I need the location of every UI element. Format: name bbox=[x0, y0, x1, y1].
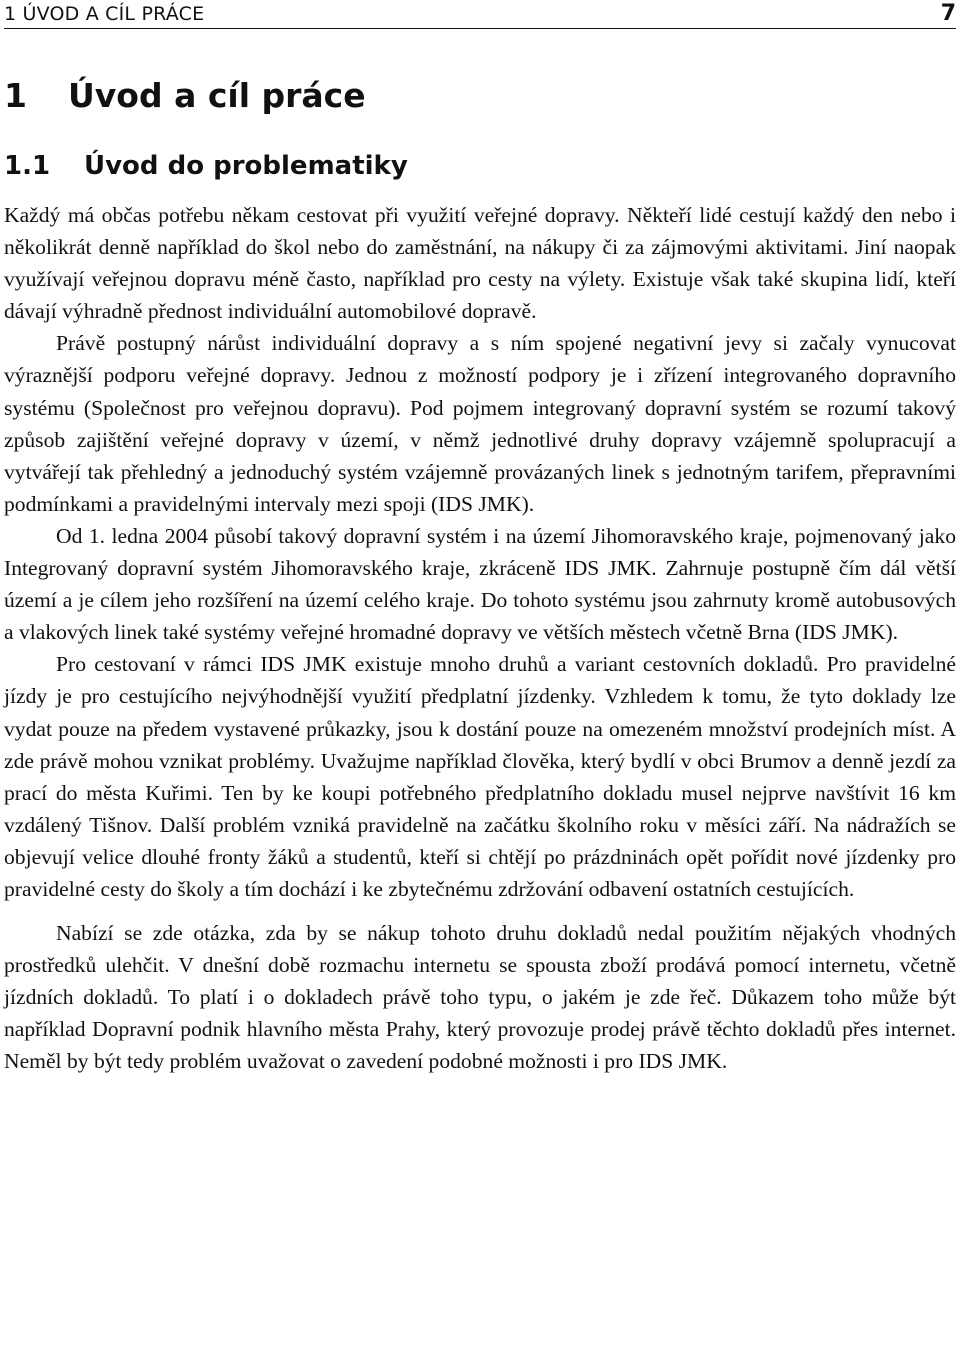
paragraph-1: Každý má občas potřebu někam cestovat při využití veřejné dopravy. Někteří lidé cestují každý den nebo i několikrát denně například do škol nebo do zaměstnání, na nákupy či za zájmovými aktivitami. Jiní naopak využívají veřejnou dopravu méně často, například pro cesty na výlety. Existuje však také skupina lidí, kteří dávají výhradně přednost individuální automobilové dopravě. bbox=[4, 203, 956, 324]
section-number: 1.1 bbox=[4, 151, 51, 181]
paragraph-4: Pro cestovaní v rámci IDS JMK existuje mnoho druhů a variant cestovních dokladů. Pro pravidelné jízdy je pro cestujícího nejvýhodnější využití předplatní jízdenky. Vzhledem k tomu, že tyto doklady lze vydat pouze na předem vystavené průkazky, jsou k dostání pouze na omezeném množství prodejních míst. A zde právě mohou vznikat problémy. Uvažujme například člověka, který bydlí v obci Brumov a denně jezdí za prací do města Kuřimi. Ten by ke koupi potřebného předplatního dokladu musel nejprve navštívit 16 km vzdálený Tišnov. Další problém vzniká pravidelně na začátku školního roku v měsíci září. Na nádražích se objevují velice dlouhé fronty žáků a studentů, kteří si chtějí po prázdninách opět pořídit nové jízdenky pro pravidelné cesty do školy a tím dochází i ke zbytečnému zdržování odbavení ostatních cestujících. bbox=[4, 652, 956, 901]
running-header bbox=[4, 0, 956, 29]
section-heading bbox=[4, 146, 408, 186]
paragraph-2: Právě postupný nárůst individuální dopravy a s ním spojené negativní jevy si začaly vynucovat výraznější podporu veřejné dopravy. Jednou z možností podpory je i zřízení integrovaného dopravního systému (Společnost pro veřejnou dopravu). Pod pojmem integrovaný dopravní systém se rozumí takový způsob zajištění veřejné dopravy v území, v němž jednotlivé druhy dopravy vzájemně spolupracují a vytvářejí tak přehledný a jednoduchý systém vzájemně provázaných linek s jednotným tarifem, přepravními podmínkami a pravidelnými intervaly mezi spoji (IDS JMK). bbox=[4, 331, 956, 516]
running-title: 1 ÚVOD A CÍL PRÁCE bbox=[4, 3, 205, 25]
chapter-number: 1 bbox=[4, 76, 27, 115]
section-title: Úvod do problematiky bbox=[84, 151, 408, 181]
section-body bbox=[4, 199, 956, 1078]
paragraph-5: Nabízí se zde otázka, zda by se nákup tohoto druhu dokladů nedal použitím nějakých vhodných prostředků ulehčit. V dnešní době rozmachu internetu se spousta zboží prodává pomocí internetu, včetně jízdních dokladů. To platí i o dokladech právě toho typu, o jakém je zde řeč. Důkazem toho může být například Dopravní podnik hlavního města Prahy, který provozuje prodej právě těchto dokladů přes internet. Neměl by být tedy problém uvažovat o zavedení podobné možnosti i pro IDS JMK. bbox=[4, 921, 956, 1074]
chapter-heading bbox=[4, 74, 366, 118]
chapter-title: Úvod a cíl práce bbox=[68, 76, 366, 115]
page-number: 7 bbox=[940, 1, 956, 26]
paragraph-3: Od 1. ledna 2004 působí takový dopravní systém i na území Jihomoravského kraje, pojmenovaný jako Integrovaný dopravní systém Jihomoravského kraje, zkráceně IDS JMK. Zahrnuje postupně čím dál větší území a je cílem jeho rozšíření na území celého kraje. Do tohoto systému jsou zahrnuty kromě autobusových a vlakových linek také systémy veřejné hromadné dopravy ve větších městech včetně Brna (IDS JMK). bbox=[4, 523, 956, 645]
document-page bbox=[4, 0, 956, 1365]
